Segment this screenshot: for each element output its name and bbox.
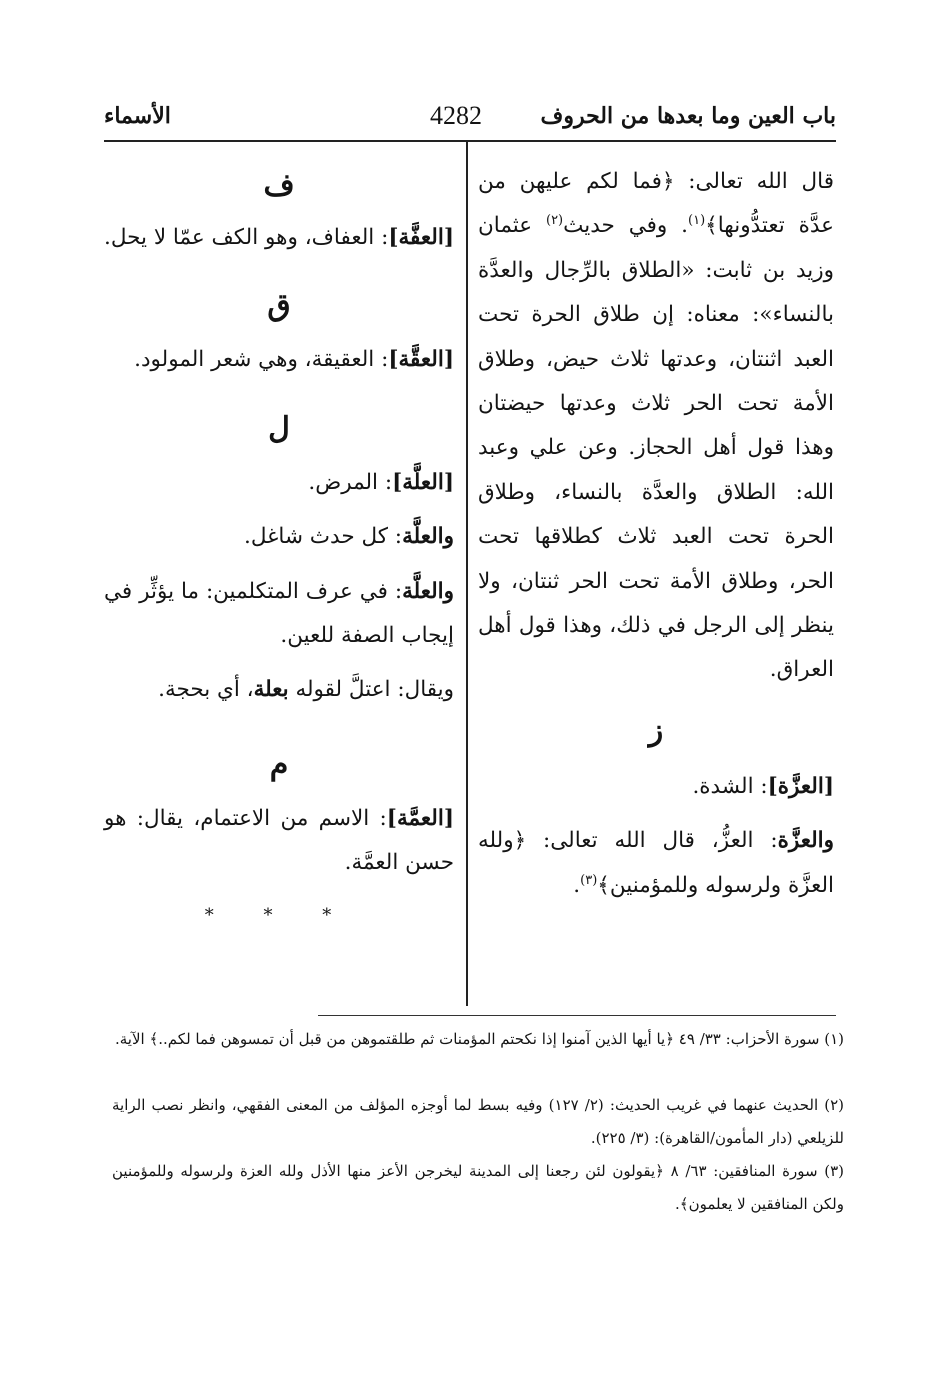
entry-iqqa: [العقَّة]: العقيقة، وهي شعر المولود.	[134, 347, 454, 373]
entry-imma: [العمَّة]: الاسم من الاعتمام، يقال: هو حسن العمَّة.	[104, 805, 454, 876]
letter-heading-lam: ل	[268, 410, 290, 446]
letter-heading-zay: ز	[648, 712, 664, 748]
entry-illa-3: والعلَّة: في عرف المتكلمين: ما يؤثِّر في إيجاب الصفة للعين.	[104, 578, 454, 649]
footnote-ref-3[interactable]: (٣)	[580, 872, 598, 888]
entry-illa-1: [العلَّة]: المرض.	[308, 469, 454, 495]
entry-iffa: [العفَّة]: العفاف، وهو الكف عمّا لا يحل.	[104, 225, 454, 250]
footnote-2: (٢) الحديث عنهما في غريب الحديث: (٢/ ١٢٧) وفيه بسط لما أوجزه المؤلف من المعنى الفقهي، وانظر نصب الراية للزيلعي (دار المأمون/القاهرة): (٣/ ٢٢٥).	[112, 1096, 844, 1147]
entry-izza-2: والعزَّة: العزُّ، قال الله تعالى: ﴿ولله العزَّة ولرسوله وللمؤمنين﴾$^{(٣)}$.	[478, 828, 834, 898]
page-number: 4282	[430, 101, 482, 130]
paragraph-iddah: قال الله تعالى: ﴿فما لكم عليهن من عدَّة تعتدُّونها﴾$^{(١)}$. وفي حديث$^{(٢)}$ عثمان وزيد بن ثابت: «الطلاق بالرِّجال والعدَّة بالنساء»: معناه: إن طلاق الحرة تحت العبد اثنتان، وعدتها ثلاث حيض، وطلاق الأمة تحت الحر ثلاث وعدتها حيضتان وهذا قول أهل الحجاز. وعن علي وعبد الله: الطلاق والعدَّة بالنساء، وطلاق الحرة تحت العبد ثلاث كطلاقها تحت الحر، وطلاق الأمة تحت الحر ثنتان، ولا ينظر إلى الرجل في ذلك، وهذا قول أهل العراق.	[478, 169, 834, 683]
right-column	[478, 160, 834, 908]
footnote-ref-1[interactable]: (١)	[688, 213, 706, 229]
letter-heading-qaf: ق	[267, 288, 291, 324]
footnote-rule	[318, 1015, 836, 1016]
left-column	[104, 160, 454, 938]
entry-illa-4: ويقال: اعتلَّ لقوله بعلة، أي بحجة.	[158, 677, 454, 703]
letter-heading-fa: ف	[263, 168, 295, 203]
entry-term: [العزَّة]	[767, 773, 834, 799]
running-header-section: الأسماء	[104, 103, 171, 129]
letter-heading-mim: م	[269, 746, 289, 782]
header-rule	[104, 140, 836, 142]
entry-izza-1: [العزَّة]: الشدة.	[692, 773, 834, 799]
column-divider	[466, 142, 468, 1006]
footnote-1: (١) سورة الأحزاب: ٣٣/ ٤٩ ﴿يا أيها الذين آمنوا إذا نكحتم المؤمنات ثم طلقتموهن من قبل أن تمسوهن فما لكم..﴾ الآية.	[115, 1030, 844, 1048]
entry-illa-2: والعلَّة: كل حدث شاغل.	[244, 524, 454, 550]
footnote-ref-2[interactable]: (٢)	[545, 213, 564, 229]
running-header-chapter: باب العين وما بعدها من الحروف	[540, 103, 836, 129]
entry-term: والعزَّة	[777, 828, 834, 854]
footnote-3: (٣) سورة المنافقين: ٦٣/ ٨ ﴿يقولون لئن رجعنا إلى المدينة ليخرجن الأعز منها الأذل ولله العزة ولرسوله وللمؤمنين ولكن المنافقين لا يعلمون﴾.	[112, 1162, 845, 1213]
section-end-asterisks: * * *	[204, 904, 354, 926]
